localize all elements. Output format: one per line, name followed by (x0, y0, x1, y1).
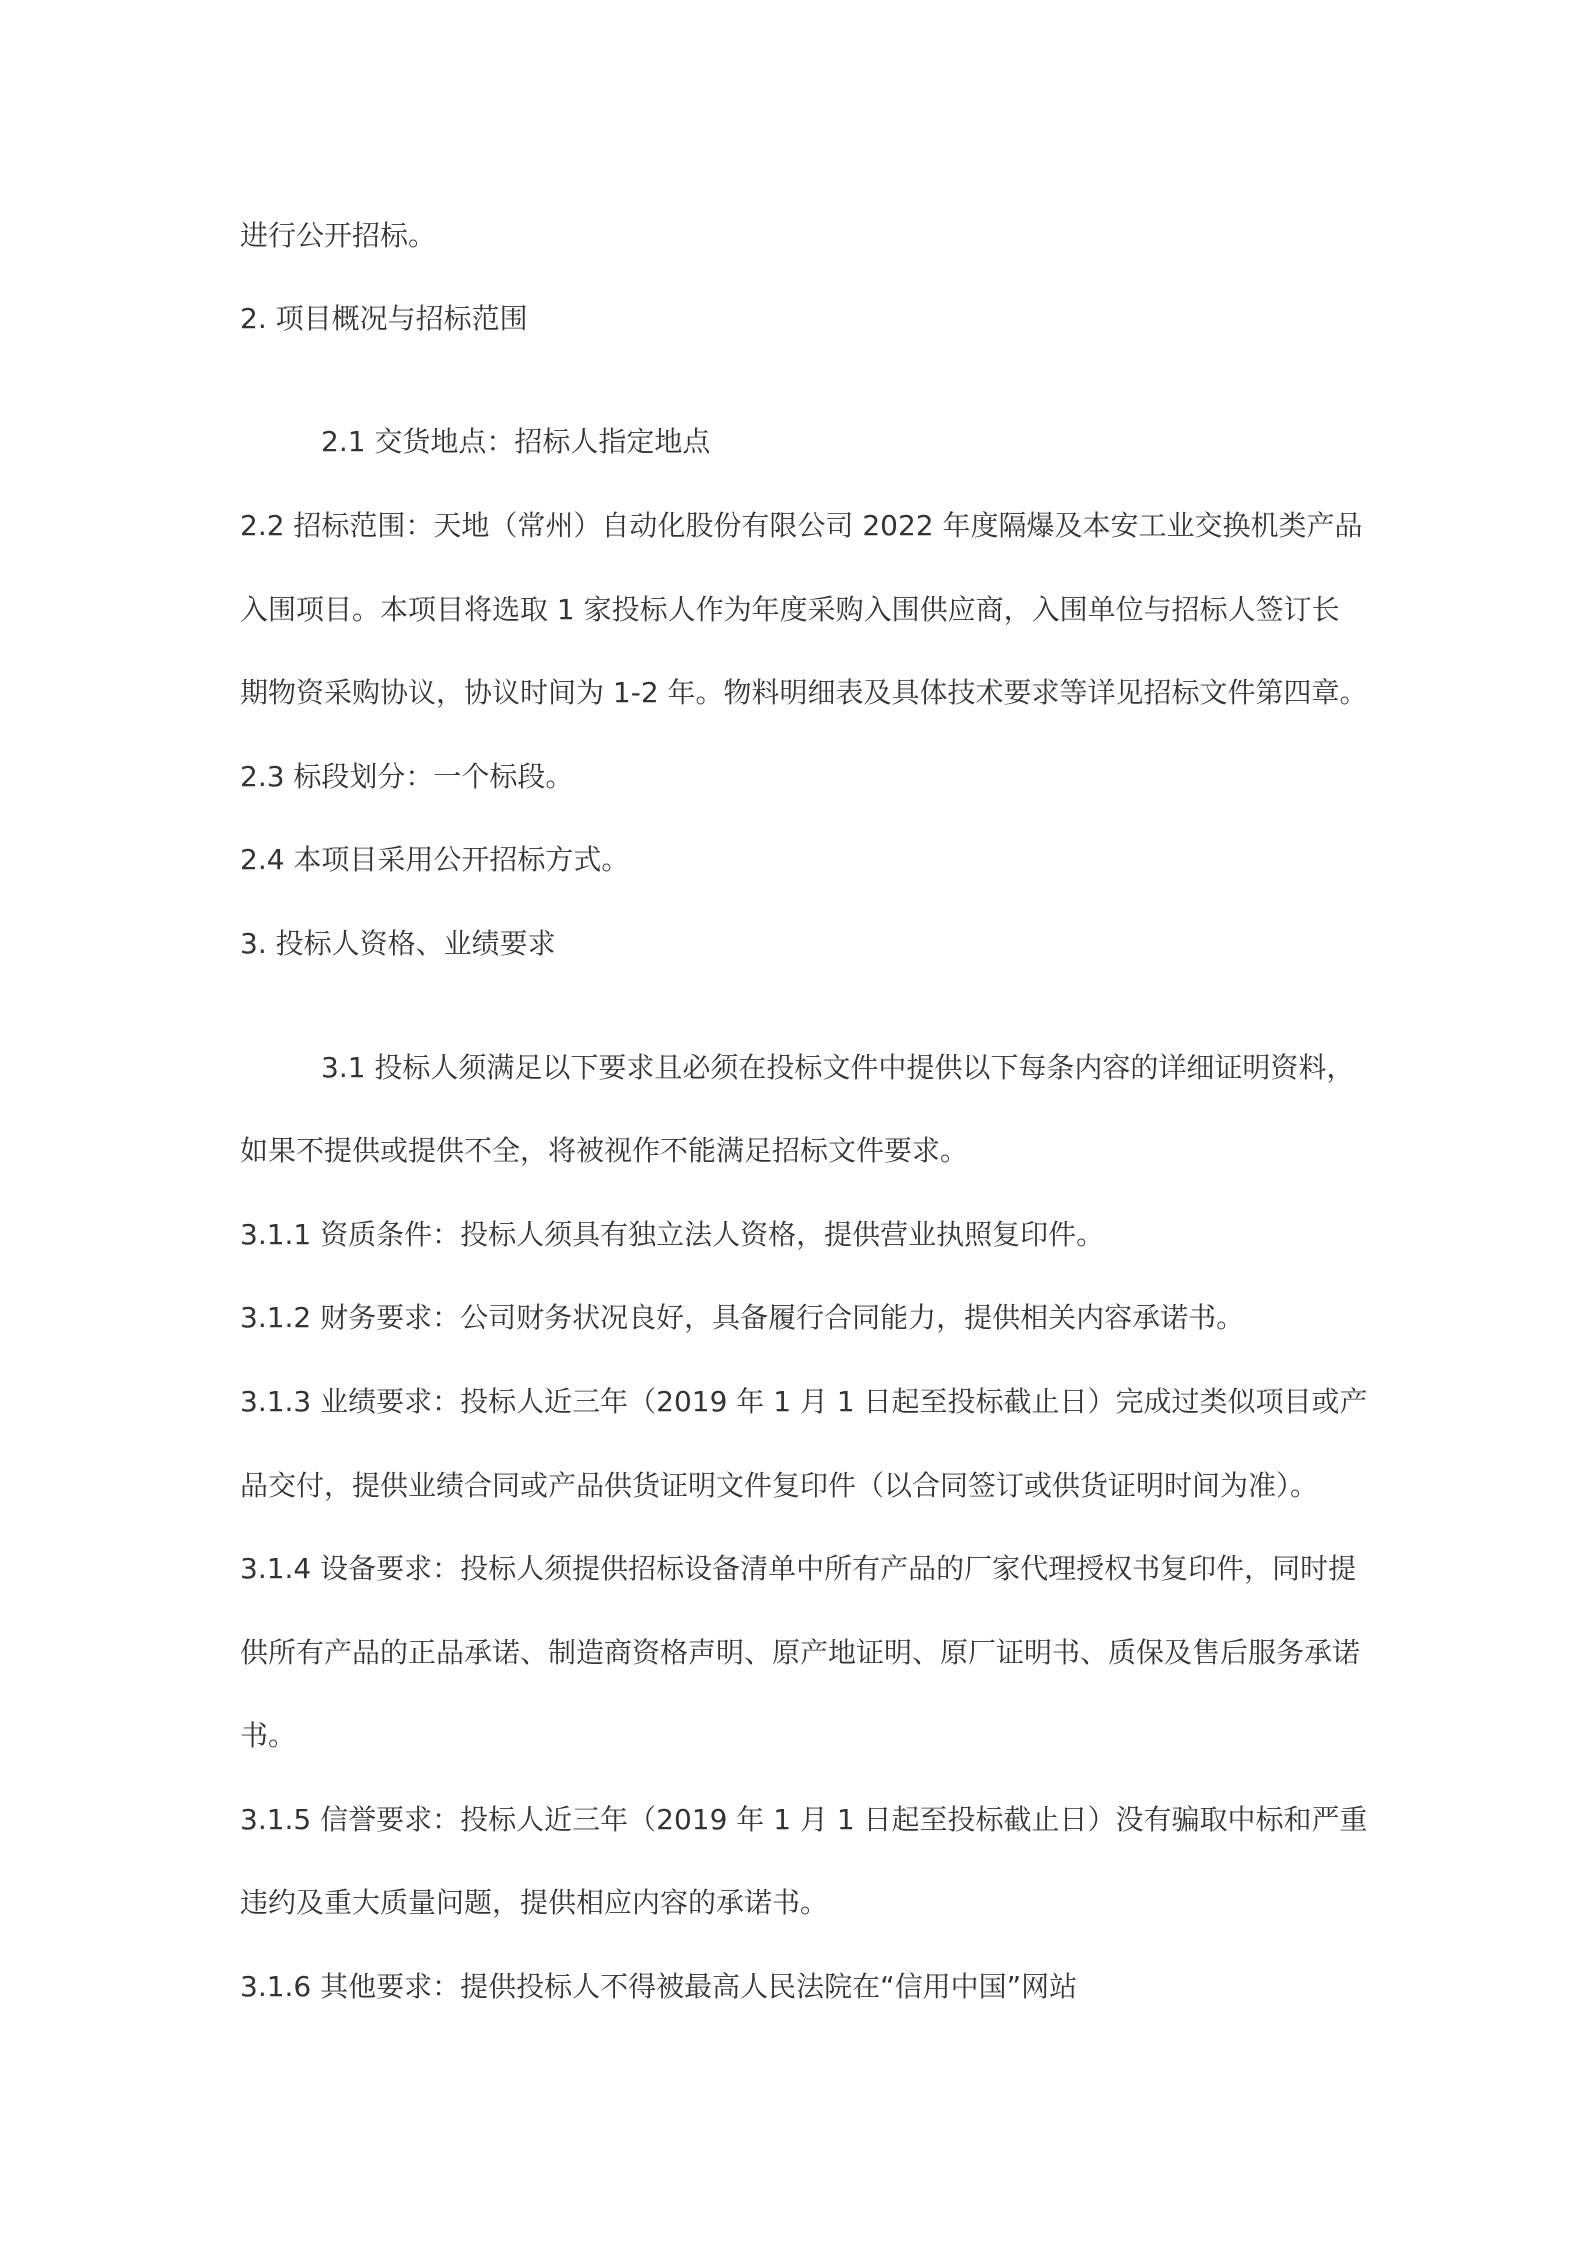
clause-3-1-line-2: 如果不提供或提供不全，将被视作不能满足招标文件要求。 (240, 1134, 969, 1167)
clause-3-1-6: 3.1.6 其他要求：提供投标人不得被最高人民法院在“信用中国”网站 (240, 1970, 1078, 2003)
clause-3-1-4-line-1: 3.1.4 设备要求：投标人须提供招标设备清单中所有产品的厂家代理授权书复印件，同时提 (240, 1552, 1357, 1585)
text-line-1: 进行公开招标。 (240, 219, 437, 252)
clause-3-1-4-line-2: 供所有产品的正品承诺、制造商资格声明、原产地证明、原厂证明书、质保及售后服务承诺 (240, 1636, 1361, 1669)
clause-2-2-line-2: 入围项目。本项目将选取 1 家投标人作为年度采购入围供应商，入围单位与招标人签订长 (240, 593, 1340, 626)
section-heading-3: 3. 投标人资格、业绩要求 (240, 927, 556, 960)
clause-3-1-5-line-2: 违约及重大质量问题，提供相应内容的承诺书。 (240, 1886, 829, 1919)
clause-2-1: 2.1 交货地点：招标人指定地点 (321, 425, 711, 458)
clause-3-1-3-line-2: 品交付，提供业绩合同或产品供货证明文件复印件（以合同签订或供货证明时间为准）。 (240, 1469, 1319, 1502)
clause-3-1-1: 3.1.1 资质条件：投标人须具有独立法人资格，提供营业执照复印件。 (240, 1218, 1105, 1251)
clause-3-1-line-1: 3.1 投标人须满足以下要求且必须在投标文件中提供以下每条内容的详细证明资料， (321, 1051, 1355, 1084)
clause-2-3: 2.3 标段划分：一个标段。 (240, 760, 574, 793)
clause-3-1-5-line-1: 3.1.5 信誉要求：投标人近三年（2019 年 1 月 1 日起至投标截止日）没有骗取中标和严重 (240, 1803, 1368, 1836)
clause-2-2-line-3: 期物资采购协议，协议时间为 1-2 年。物料明细表及具体技术要求等详见招标文件第四章。 (240, 676, 1368, 709)
section-heading-2: 2. 项目概况与招标范围 (240, 302, 528, 335)
clause-3-1-3-line-1: 3.1.3 业绩要求：投标人近三年（2019 年 1 月 1 日起至投标截止日）完成过类似项目或产 (240, 1385, 1368, 1418)
clause-2-4: 2.4 本项目采用公开招标方式。 (240, 843, 630, 876)
clause-2-2-line-1: 2.2 招标范围：天地（常州）自动化股份有限公司 2022 年度隔爆及本安工业交换机类产品 (240, 509, 1363, 542)
clause-3-1-2: 3.1.2 财务要求：公司财务状况良好，具备履行合同能力，提供相关内容承诺书。 (240, 1301, 1245, 1334)
clause-3-1-4-line-3: 书。 (240, 1719, 297, 1752)
